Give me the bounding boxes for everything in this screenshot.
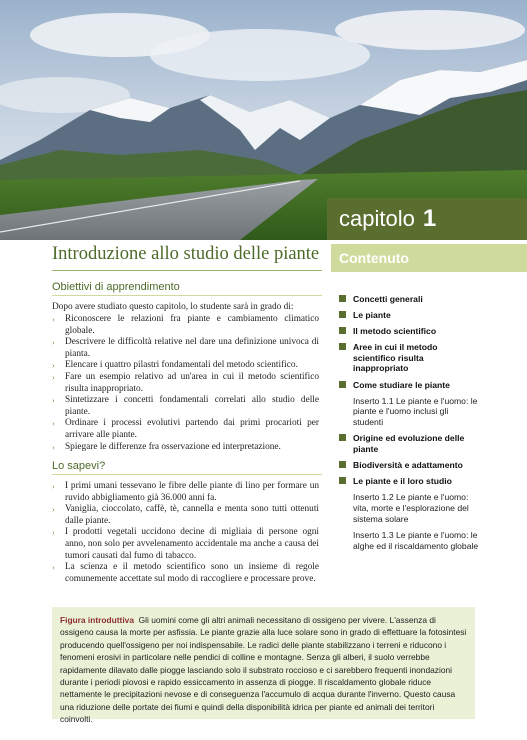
- contents-heading: Contenuto: [331, 244, 527, 272]
- bullet-arrow-icon: ›: [52, 442, 55, 452]
- fact-item: [52, 562, 319, 585]
- contents-entry: [339, 476, 479, 487]
- square-bullet-icon: [339, 461, 346, 468]
- bullet-arrow-icon: ›: [52, 528, 55, 538]
- contents-entry-label: Inserto 1.3 Le piante e l'uomo: le alghe ed il riscaldamento globale: [353, 530, 479, 551]
- objective-item: [52, 314, 319, 337]
- contents-insert: [339, 396, 479, 428]
- contents-entry: [339, 326, 479, 337]
- facts-divider: [52, 474, 322, 475]
- contents-entry-label: Biodiversità e adattamento: [353, 460, 463, 471]
- contents-entry: [339, 294, 479, 305]
- contents-entry-label: Le piante: [353, 310, 391, 321]
- objective-item-text: Fare un esempio relativo ad un'area in cui il metodo scientifico risulta inappropriato.: [65, 371, 319, 394]
- objective-item-text: Elencare i quattro pilastri fondamentali del metodo scientifico.: [65, 360, 298, 371]
- objective-item: [52, 395, 319, 418]
- bullet-arrow-icon: ›: [52, 482, 55, 491]
- bullet-arrow-icon: ›: [52, 505, 55, 515]
- contents-entry-label: Concetti generali: [353, 294, 423, 304]
- bullet-arrow-icon: ›: [52, 563, 55, 573]
- contents-insert: [339, 492, 479, 524]
- bullet-arrow-icon: ›: [52, 315, 55, 324]
- contents-entry: [339, 310, 479, 321]
- square-bullet-icon: [339, 327, 346, 334]
- objective-item-text: Ordinare i processi evolutivi partendo dai primi procarioti per arrivare alle piante.: [65, 418, 319, 440]
- contents-entry: [339, 380, 479, 391]
- contents-entry-label: Inserto 1.2 Le piante e l'uomo: vita, morte e l'esplorazione del sistema solare: [353, 492, 469, 524]
- objective-item-text: Descrivere le difficoltà relative nel dare una definizione univoca di pianta.: [65, 337, 319, 359]
- fact-item-text: I primi umani tessevano le fibre delle piante di lino per formare un ruvido abbigliamento già 36.000 anni fa.: [65, 481, 319, 503]
- contents-entry-label: Il metodo scientifico: [353, 326, 437, 337]
- bullet-arrow-icon: ›: [52, 361, 55, 371]
- objectives-list: [52, 314, 319, 453]
- chapter-label: capitolo: [339, 206, 415, 231]
- fact-item-text: I prodotti vegetali uccidono decine di migliaia di persone ogni anno, non solo per avvelenamento accidentale ma anche a causa dei tumori causati dal fumo di tabacco.: [65, 527, 319, 561]
- square-bullet-icon: [339, 295, 346, 302]
- square-bullet-icon: [339, 477, 346, 484]
- objective-item: [52, 372, 319, 395]
- fact-item-text: Vaniglia, cioccolato, caffè, tè, cannella e menta sono tutti ottenuti dalle piante.: [65, 504, 319, 526]
- chapter-number: 1: [422, 205, 437, 232]
- facts-heading: Lo sapevi?: [52, 460, 106, 472]
- contents-entry-label: Come studiare le piante: [353, 379, 450, 390]
- contents-list: [339, 294, 479, 557]
- objectives-intro: Dopo avere studiato questo capitolo, lo studente sarà in grado di:: [52, 302, 294, 312]
- objectives-heading: Obiettivi di apprendimento: [52, 281, 180, 293]
- contents-entry: [339, 342, 479, 374]
- fact-item: [52, 504, 319, 527]
- square-bullet-icon: [339, 434, 346, 441]
- objective-item: [52, 337, 319, 360]
- objective-item: [52, 418, 319, 441]
- contents-insert: [339, 530, 479, 551]
- objective-item-text: Spiegare le differenze fra osservazione ed interpretazione.: [65, 441, 281, 452]
- square-bullet-icon: [339, 343, 346, 350]
- contents-entry-label: Origine ed evoluzione delle piante: [353, 433, 465, 455]
- fact-item: [52, 527, 319, 562]
- bullet-arrow-icon: ›: [52, 372, 55, 382]
- objective-item: [52, 442, 319, 454]
- bullet-arrow-icon: ›: [52, 396, 55, 406]
- caption-text: Gli uomini come gli altri animali necessitano di ossigeno per vivere. L'assenza di ossigeno causa la morte per asfissia. Le piante grazie alla luce solare sono in grado di effettuare la fotosintesi producendo quell'ossigeno per noi indispensabile. Le radici delle piante stabilizzano i terreni e riducono i fenomeni erosivi in particolare nelle pendici di colline e montagne. Senza gli alberi, il suolo verrebbe rapidamente dilavato dalle piogge lasciando solo il substrato roccioso e ci sarebbero frequenti inondazioni durante i periodi piovosi e rapido essiccamento in assenza di piogge. Il riscaldamento globale riduce nettamente le precipitazioni nevose e di conseguenza l'accumulo di acqua durante l'inverno. Questo causa una riduzione delle portate dei fiumi e quindi della disponibilità idrica per piante ed animali dei territori coinvolti.: [60, 615, 467, 725]
- figure-caption: [60, 614, 468, 726]
- contents-entry: [339, 433, 479, 454]
- objective-item: [52, 360, 319, 372]
- title-divider: [52, 270, 322, 271]
- contents-entry-label: Aree in cui il metodo scientifico risulta inappropriato: [353, 342, 438, 374]
- fact-item-text: La scienza e il metodo scientifico sono un insieme di regole comunemente accettate sul modo di raccogliere e processare prove.: [65, 562, 319, 584]
- chapter-banner: [327, 198, 527, 240]
- contents-entry: [339, 460, 479, 471]
- bullet-arrow-icon: ›: [52, 419, 55, 429]
- facts-list: [52, 481, 319, 585]
- page-title: Introduzione allo studio delle piante: [52, 244, 320, 264]
- objectives-divider: [52, 295, 322, 296]
- objective-item-text: Sintetizzare i concetti fondamentali correlati allo studio delle piante.: [65, 395, 319, 417]
- objective-item-text: Riconoscere le relazioni fra piante e cambiamento climatico globale.: [65, 314, 319, 336]
- square-bullet-icon: [339, 311, 346, 318]
- bullet-arrow-icon: ›: [52, 338, 55, 348]
- square-bullet-icon: [339, 381, 346, 388]
- caption-label: Figura introduttiva: [60, 615, 134, 625]
- fact-item: [52, 481, 319, 504]
- contents-entry-label: Le piante e il loro studio: [353, 476, 452, 487]
- contents-entry-label: Inserto 1.1 Le piante e l'uomo: le piante e l'uomo inclusi gli studenti: [353, 395, 478, 427]
